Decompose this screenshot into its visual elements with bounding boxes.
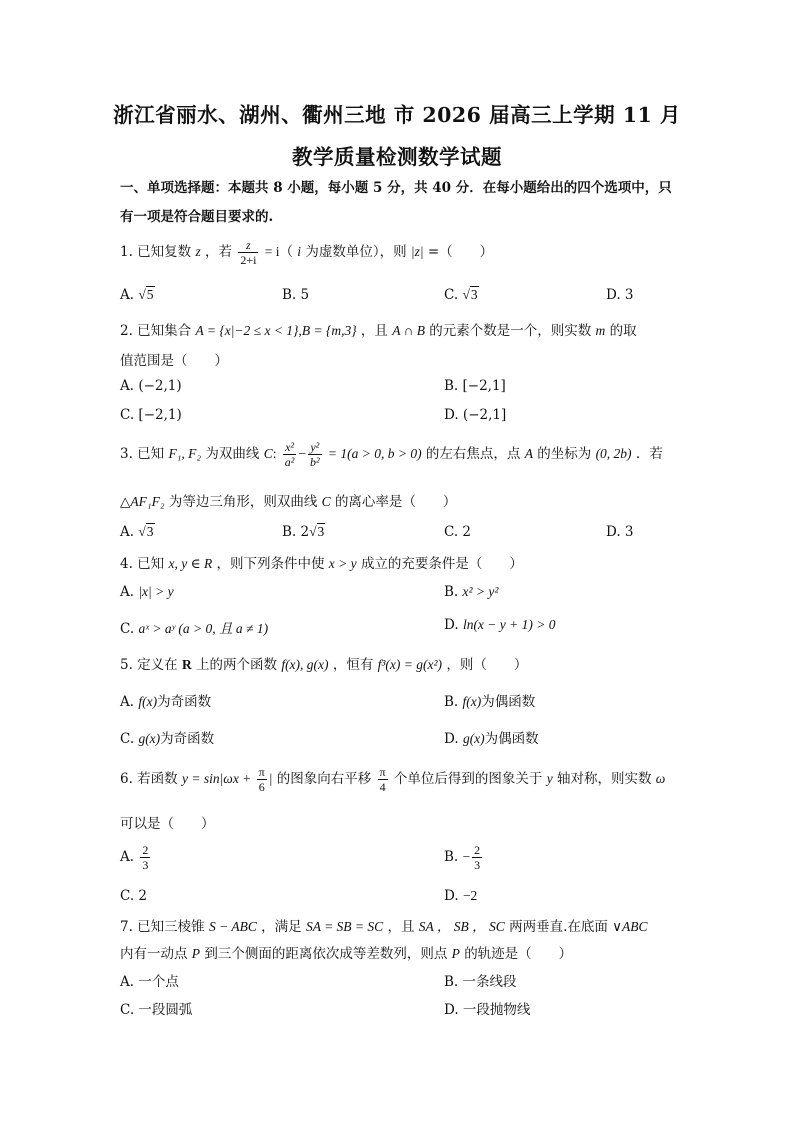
q1-option-c-sqrt: √3 bbox=[462, 287, 478, 302]
q7-text-6: 到三个侧面的距离依次成等差数列，则点 bbox=[204, 946, 448, 962]
q6-frac-pi-6 bbox=[257, 765, 267, 794]
q6-var-omega: ω bbox=[655, 771, 666, 786]
exam-title-line2: 教学质量检测数学试题 bbox=[292, 145, 502, 169]
q6-option-a[interactable] bbox=[120, 843, 152, 872]
q3-frac-x-num: x² bbox=[283, 440, 297, 455]
q6-option-a-num: 2 bbox=[142, 843, 149, 857]
q5-option-b-func: f(x) bbox=[462, 694, 482, 709]
q6-frac-pi-4-den: 4 bbox=[379, 780, 386, 794]
q7-option-a[interactable]: A. 一个点 bbox=[120, 974, 179, 990]
q3-text-7: 的离心率是（ ） bbox=[334, 494, 457, 510]
q4-option-a[interactable] bbox=[120, 584, 174, 600]
section-instructions bbox=[120, 174, 680, 232]
q7-text-3: ，且 bbox=[387, 919, 415, 935]
q6-text-3: 个单位后得到的图象关于 bbox=[393, 771, 543, 787]
q1-option-a-value: 5 bbox=[146, 287, 154, 302]
question-3-line2 bbox=[120, 490, 456, 510]
q1-text-5: =（ ） bbox=[427, 244, 494, 260]
q3-text-4: 的坐标为 bbox=[537, 446, 592, 462]
q3-colon: : bbox=[272, 446, 277, 461]
q6-option-b-frac bbox=[472, 843, 482, 872]
q4-vars: x, y ∈ R bbox=[168, 556, 213, 571]
q5-functions: f(x), g(x) bbox=[281, 657, 329, 672]
q6-option-a-frac bbox=[140, 843, 150, 872]
q6-frac-pi-6-num: π bbox=[258, 765, 265, 779]
q3-text-2: 为双曲线 bbox=[205, 446, 260, 462]
q3-triangle-symbol: △ bbox=[120, 494, 131, 510]
exam-title-line1: 浙江省丽水、湖州、衢州三地 市 2026 届高三上学期 11 月 bbox=[113, 103, 681, 127]
q7-text-4: 两两垂直.在底面 bbox=[509, 919, 608, 935]
q3-option-a[interactable] bbox=[120, 524, 155, 540]
q3-triangle: AF₁F₂ bbox=[130, 494, 165, 509]
q1-option-c-label: C. bbox=[444, 287, 459, 303]
q1-option-d[interactable]: D. 3 bbox=[606, 287, 634, 303]
q6-frac-pi-6-den: 6 bbox=[258, 780, 265, 794]
q3-frac-y-den: b² bbox=[310, 455, 320, 469]
q3-frac-y bbox=[308, 440, 322, 469]
question-7-line2 bbox=[120, 942, 572, 962]
q1-option-a-sqrt: √5 bbox=[138, 287, 154, 302]
q1-option-b[interactable]: B. 5 bbox=[282, 287, 310, 303]
q5-real-set: R bbox=[181, 657, 192, 672]
q3-text-3: 的左右焦点，点 bbox=[425, 446, 521, 462]
q7-edges: SA ， SB ， SC bbox=[418, 919, 505, 934]
question-3-line1 bbox=[120, 440, 663, 469]
q1-text-3: = i（ bbox=[264, 244, 293, 259]
q5-option-b[interactable] bbox=[444, 690, 535, 710]
question-4 bbox=[120, 552, 523, 572]
q4-condition: x > y bbox=[328, 556, 357, 571]
q3-frac-y-num: y² bbox=[308, 440, 322, 455]
q6-text-4: 轴对称，则实数 bbox=[557, 771, 652, 787]
q4-option-d-label: D. bbox=[444, 617, 459, 633]
q4-option-c-value: aˣ > aʸ (a > 0, 且 a ≠ 1) bbox=[138, 621, 269, 636]
section-line2: 有一项是符合题目要求的. bbox=[120, 209, 274, 225]
q4-text-3: 成立的充要条件是（ ） bbox=[360, 556, 523, 572]
q3-frac-x bbox=[283, 440, 297, 469]
q7-option-c[interactable]: C. 一段圆弧 bbox=[120, 1002, 193, 1018]
q7-base: ∨ABC bbox=[612, 919, 648, 934]
q5-option-c-label: C. bbox=[120, 731, 135, 747]
q1-text-4: 为虚数单位），则 bbox=[305, 244, 407, 260]
q3-option-a-sqrt: √3 bbox=[138, 524, 154, 539]
q1-text-1: 1. 已知复数 bbox=[120, 244, 192, 260]
q3-var-c-2: C bbox=[321, 494, 331, 509]
q1-var-z: z bbox=[195, 244, 201, 259]
q6-option-d-value: −2 bbox=[462, 888, 478, 903]
q6-option-d[interactable] bbox=[444, 888, 477, 904]
q3-frac-x-den: a² bbox=[284, 455, 295, 469]
q3-foci: F₁, F₂ bbox=[168, 446, 202, 461]
q7-pyramid: S − ABC bbox=[208, 919, 257, 934]
q3-option-b-sqrt: √3 bbox=[309, 524, 325, 539]
q6-function-close: | bbox=[268, 771, 273, 786]
question-6-line1 bbox=[120, 765, 665, 794]
q3-option-a-label: A. bbox=[120, 524, 135, 540]
q1-abs-z: |z| bbox=[410, 244, 424, 259]
q5-option-c[interactable] bbox=[120, 727, 214, 747]
q6-function: y = sin|ωx + bbox=[181, 771, 255, 786]
q2-text-4: 的取 bbox=[609, 323, 637, 339]
q5-text-1: 5. 定义在 bbox=[120, 657, 178, 673]
q6-var-y: y bbox=[546, 771, 553, 786]
q4-option-b-label: B. bbox=[444, 584, 459, 600]
q6-option-a-label: A. bbox=[120, 849, 135, 865]
q6-option-b[interactable] bbox=[444, 843, 484, 872]
question-2-line1 bbox=[120, 319, 637, 339]
q5-option-b-text: 为偶函数 bbox=[481, 694, 536, 710]
q2-text-3: 的元素个数是一个，则实数 bbox=[429, 323, 592, 339]
q2-option-a[interactable]: A. (−2,1) bbox=[120, 378, 182, 394]
q2-option-c[interactable]: C. [−2,1) bbox=[120, 407, 182, 423]
q3-option-b-label: B. 2 bbox=[282, 524, 310, 540]
q6-option-b-minus: − bbox=[462, 849, 471, 864]
q7-text-7: 的轨迹是（ ） bbox=[464, 946, 573, 962]
question-7-line1 bbox=[120, 915, 648, 935]
q6-frac-pi-4 bbox=[378, 765, 388, 794]
question-5 bbox=[120, 653, 527, 673]
q5-option-d[interactable] bbox=[444, 727, 539, 747]
q3-coordinate: (0, 2b) bbox=[595, 446, 632, 461]
question-2-line2: 值范围是（ ） bbox=[120, 353, 228, 369]
q2-intersection: A ∩ B bbox=[392, 323, 425, 338]
q1-option-a-label: A. bbox=[120, 287, 135, 303]
q6-text-2: 的图象向右平移 bbox=[276, 771, 372, 787]
q4-option-a-value: |x| > y bbox=[138, 584, 174, 599]
q2-var-m: m bbox=[595, 323, 606, 338]
q3-minus: − bbox=[298, 446, 307, 461]
q2-sep: , bbox=[298, 323, 302, 338]
section-line1: 一、单项选择题：本题共 8 小题，每小题 5 分，共 40 分．在每小题给出的四个选项中，只 bbox=[120, 180, 672, 196]
q4-option-b[interactable] bbox=[444, 584, 498, 600]
q4-option-b-value: x² > y² bbox=[462, 584, 499, 599]
q5-text-4: ，则（ ） bbox=[446, 657, 528, 673]
q4-option-c[interactable] bbox=[120, 617, 268, 637]
q3-text-1: 3. 已知 bbox=[120, 446, 165, 462]
q1-option-a[interactable] bbox=[120, 287, 155, 303]
q3-option-a-value: 3 bbox=[146, 524, 154, 539]
q3-option-b-value: 3 bbox=[317, 524, 325, 539]
q4-option-d-value: ln(x − y + 1) > 0 bbox=[462, 617, 556, 632]
q3-option-c[interactable]: C. 2 bbox=[444, 524, 472, 540]
q5-option-d-text: 为偶函数 bbox=[484, 731, 539, 747]
q3-text-5: ．若 bbox=[635, 446, 663, 462]
q4-text-2: ，则下列条件中使 bbox=[216, 556, 325, 572]
q1-option-c-value: 3 bbox=[470, 287, 478, 302]
q3-equation-tail: = 1(a > 0, b > 0) bbox=[327, 446, 422, 461]
q5-option-a-func: f(x) bbox=[138, 694, 158, 709]
q4-option-a-label: A. bbox=[120, 584, 135, 600]
q5-relation: f³(x) = g(x²) bbox=[377, 657, 443, 672]
q1-var-i: i bbox=[297, 244, 302, 259]
q2-set-b: B = {m,3} bbox=[301, 323, 357, 338]
q3-var-a: A bbox=[524, 446, 533, 461]
q5-option-c-func: g(x) bbox=[138, 731, 161, 746]
q5-option-a-text: 为奇函数 bbox=[157, 694, 212, 710]
q7-text-2: ，满足 bbox=[261, 919, 302, 935]
q4-option-c-label: C. bbox=[120, 621, 135, 637]
q5-option-d-label: D. bbox=[444, 731, 459, 747]
q4-text-1: 4. 已知 bbox=[120, 556, 165, 572]
q7-text-1: 7. 已知三棱锥 bbox=[120, 919, 205, 935]
q6-option-b-label: B. bbox=[444, 849, 459, 865]
q3-option-b[interactable] bbox=[282, 524, 325, 540]
q2-set-a: A = {x|−2 ≤ x < 1} bbox=[195, 323, 299, 338]
q6-frac-pi-4-num: π bbox=[379, 765, 386, 779]
q6-option-d-label: D. bbox=[444, 888, 459, 904]
q6-option-a-den: 3 bbox=[142, 858, 149, 872]
q7-option-b[interactable]: B. 一条线段 bbox=[444, 974, 517, 990]
q1-option-c[interactable] bbox=[444, 287, 479, 303]
q6-option-c[interactable]: C. 2 bbox=[120, 888, 148, 904]
q6-option-b-num: 2 bbox=[474, 843, 481, 857]
q5-option-c-text: 为奇函数 bbox=[160, 731, 215, 747]
q2-option-d[interactable]: D. (−2,1] bbox=[444, 407, 507, 423]
q3-var-c: C bbox=[263, 446, 273, 461]
q7-option-d[interactable]: D. 一段抛物线 bbox=[444, 1002, 531, 1018]
question-6-line2: 可以是（ ） bbox=[120, 816, 215, 832]
q1-fraction bbox=[238, 238, 258, 267]
q4-option-d[interactable] bbox=[444, 617, 556, 633]
q5-option-d-func: g(x) bbox=[462, 731, 485, 746]
q5-option-a[interactable] bbox=[120, 690, 211, 710]
q5-text-3: ，恒有 bbox=[332, 657, 374, 673]
question-1 bbox=[120, 238, 493, 267]
q2-option-b[interactable]: B. [−2,1] bbox=[444, 378, 506, 394]
q3-text-6: 为等边三角形，则双曲线 bbox=[168, 494, 318, 510]
q1-frac-num: z bbox=[238, 238, 258, 253]
q2-text-2: ，且 bbox=[360, 323, 388, 339]
q7-text-5: 内有一动点 bbox=[120, 946, 188, 962]
q1-text-2: ，若 bbox=[205, 244, 233, 260]
q5-option-a-label: A. bbox=[120, 694, 135, 710]
q3-option-d[interactable]: D. 3 bbox=[606, 524, 634, 540]
q5-text-2: 上的两个函数 bbox=[196, 657, 278, 673]
q7-equality: SA = SB = SC bbox=[305, 919, 384, 934]
q2-text-1: 2. 已知集合 bbox=[120, 323, 192, 339]
q6-option-b-den: 3 bbox=[474, 858, 481, 872]
q7-var-p: P bbox=[191, 946, 201, 961]
q6-text-1: 6. 若函数 bbox=[120, 771, 178, 787]
q7-var-p-2: P bbox=[451, 946, 460, 961]
q5-option-b-label: B. bbox=[444, 694, 459, 710]
q1-frac-den: 2+i bbox=[240, 253, 257, 267]
